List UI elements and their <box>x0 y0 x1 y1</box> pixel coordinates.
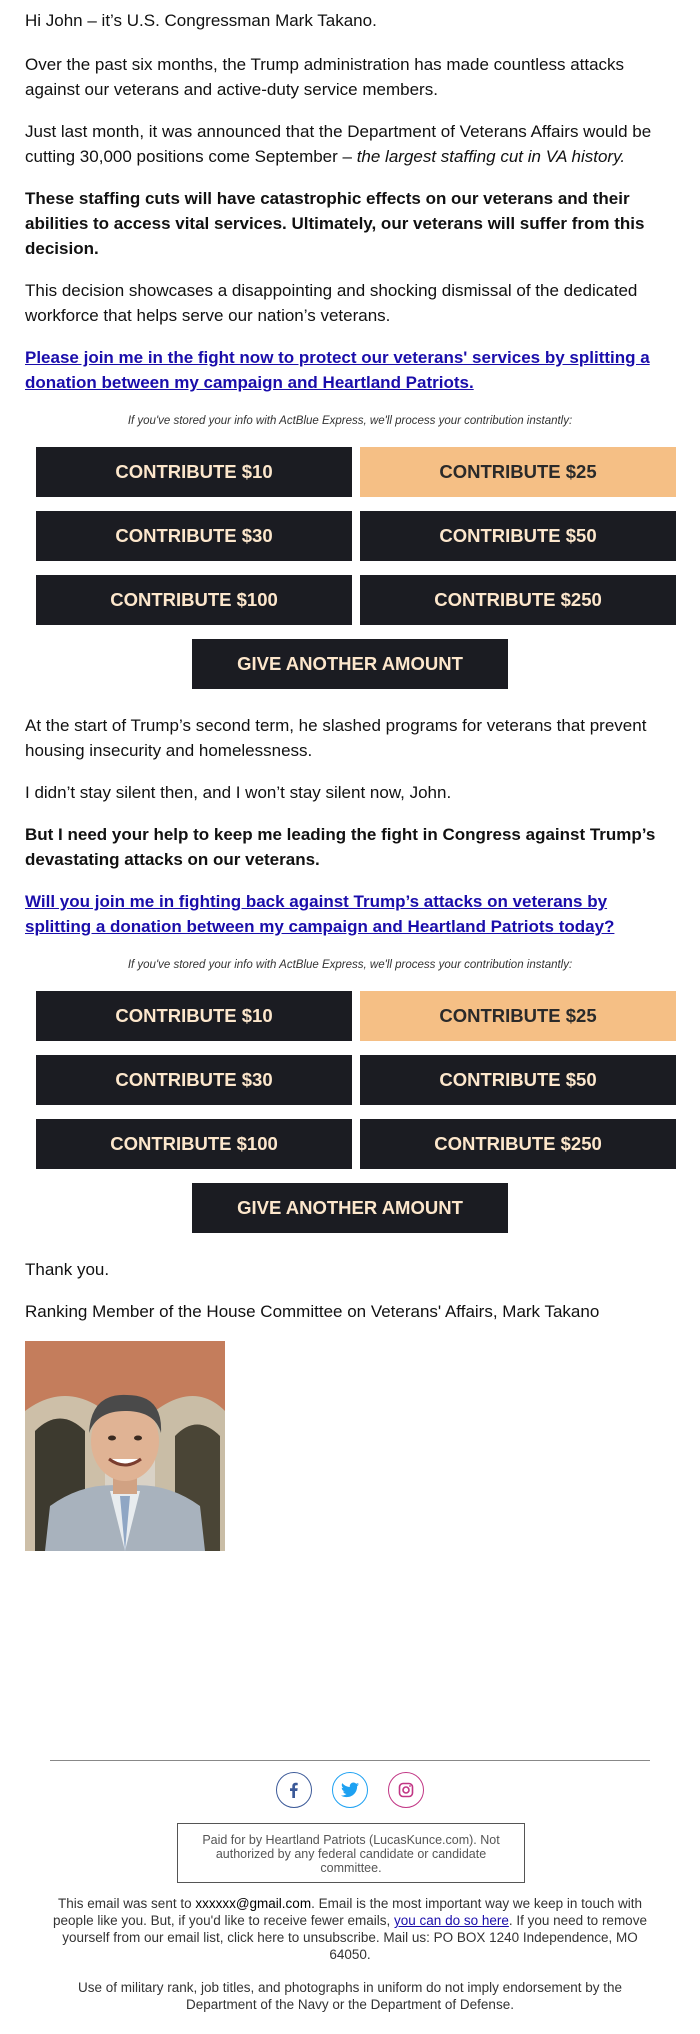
contribute-100-button[interactable]: CONTRIBUTE $100 <box>36 575 352 625</box>
intro-paragraph-2-text: Just last month, it was announced that the Department of Veterans Affairs would be cutting 30,000 positions come September – <box>25 122 652 166</box>
actblue-note-1: If you've stored your info with ActBlue Express, we'll process your contribution instantly: <box>127 415 573 427</box>
twitter-icon[interactable] <box>332 1772 368 1808</box>
sent-to-prefix: This email was sent to <box>58 1896 196 1911</box>
footer-legal <box>50 1895 650 2029</box>
signature: Ranking Member of the House Committee on Veterans' Affairs, Mark Takano <box>25 1302 600 1321</box>
middle-paragraph-2: I didn’t stay silent then, and I won’t stay silent now, John. <box>25 783 452 802</box>
instagram-icon[interactable] <box>388 1772 424 1808</box>
intro-paragraph-1: Over the past six months, the Trump administration has made countless attacks against our veterans and active-duty service members. <box>25 55 625 99</box>
ask-paragraph-1 <box>25 345 675 395</box>
paid-for-disclaimer: Paid for by Heartland Patriots (LucasKunce.com). Not authorized by any federal candidate or candidate committee. <box>177 1823 525 1883</box>
middle-paragraph-3: But I need your help to keep me leading the fight in Congress against Trump’s devastating attacks on our veterans. <box>25 825 656 869</box>
footer-divider <box>50 1760 650 1761</box>
mark-takano-photo <box>25 1341 225 1551</box>
contribute-25-button[interactable]: CONTRIBUTE $25 <box>360 447 676 497</box>
intro-paragraph-2 <box>25 119 675 169</box>
actblue-note-2: If you've stored your info with ActBlue Express, we'll process your contribution instantly: <box>127 959 573 971</box>
contribute-100-button[interactable]: CONTRIBUTE $100 <box>36 1119 352 1169</box>
social-links <box>0 1772 700 1808</box>
fewer-emails-link[interactable]: you can do so here <box>394 1913 509 1928</box>
give-another-amount-button[interactable]: GIVE ANOTHER AMOUNT <box>192 639 508 689</box>
intro-paragraph-2-emphasis: the largest staffing cut in VA history. <box>356 147 626 166</box>
intro-paragraph-3: These staffing cuts will have catastrophic effects on our veterans and their abilities to access vital services. Ultimately, our veterans will suffer from this decision. <box>25 189 645 258</box>
donation-ask-link-1[interactable]: Please join me in the fight now to protect our veterans' services by splitting a donation between my campaign and Heartland Patriots. <box>25 348 650 392</box>
contribute-30-button[interactable]: CONTRIBUTE $30 <box>36 1055 352 1105</box>
contribute-250-button[interactable]: CONTRIBUTE $250 <box>360 1119 676 1169</box>
thank-you: Thank you. <box>25 1260 110 1279</box>
contribute-50-button[interactable]: CONTRIBUTE $50 <box>360 1055 676 1105</box>
contribute-10-button[interactable]: CONTRIBUTE $10 <box>36 991 352 1041</box>
contribute-30-button[interactable]: CONTRIBUTE $30 <box>36 511 352 561</box>
contribute-50-button[interactable]: CONTRIBUTE $50 <box>360 511 676 561</box>
greeting: Hi John – it’s U.S. Congressman Mark Takano. <box>25 11 377 30</box>
contribute-10-button[interactable]: CONTRIBUTE $10 <box>36 447 352 497</box>
donation-ask-link-2[interactable]: Will you join me in fighting back against Trump’s attacks on veterans by splitting a donation between my campaign and Heartland Patriots today? <box>25 892 615 936</box>
recipient-email: xxxxxx@gmail.com <box>195 1896 312 1911</box>
footer-unsubscribe-text <box>50 1895 650 1963</box>
ask-paragraph-2 <box>25 889 675 939</box>
donation-grid-1 <box>36 447 675 625</box>
donation-grid-2 <box>36 991 675 1169</box>
unsubscribe-text: . If you need to remove yourself from our email list, click here to unsubscribe. Mail us: PO BOX 1240 Independence, MO 64050. <box>62 1913 647 1962</box>
contribute-25-button[interactable]: CONTRIBUTE $25 <box>360 991 676 1041</box>
military-disclaimer: Use of military rank, job titles, and photographs in uniform do not imply endorsement by the Department of the Navy or the Department of Defense. <box>77 1980 623 2012</box>
sent-to-rest: . Email is the most important way we keep in touch with people like you. But, if you'd like to receive fewer emails, <box>53 1896 642 1928</box>
contribute-250-button[interactable]: CONTRIBUTE $250 <box>360 575 676 625</box>
intro-paragraph-4: This decision showcases a disappointing and shocking dismissal of the dedicated workforce that helps serve our nation’s veterans. <box>25 281 638 325</box>
facebook-icon[interactable] <box>276 1772 312 1808</box>
give-another-amount-button[interactable]: GIVE ANOTHER AMOUNT <box>192 1183 508 1233</box>
middle-paragraph-1: At the start of Trump’s second term, he slashed programs for veterans that prevent housing insecurity and homelessness. <box>25 716 647 760</box>
